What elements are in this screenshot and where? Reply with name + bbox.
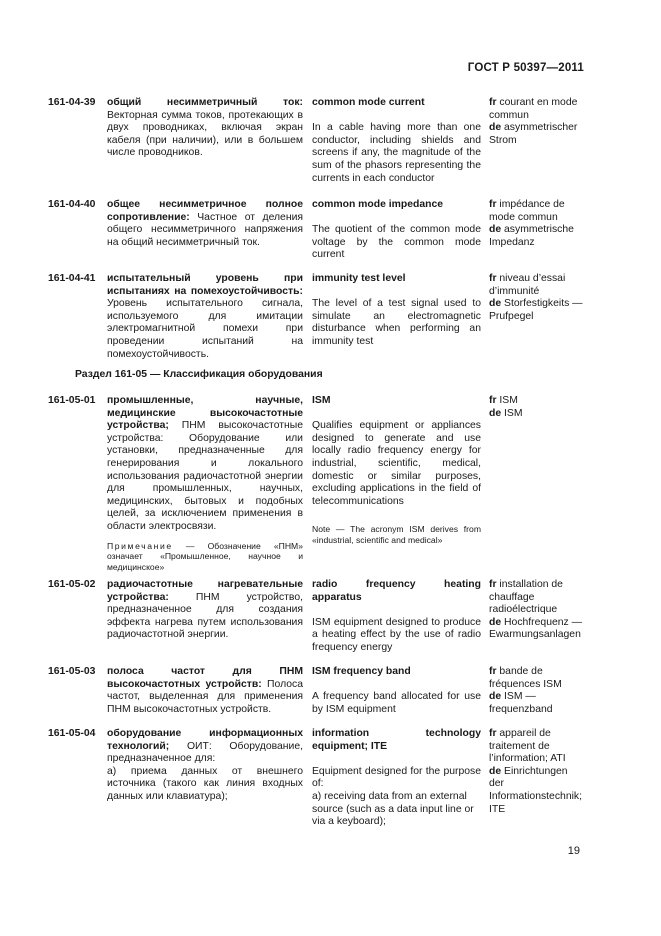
equivalents <box>489 579 584 642</box>
note-text: — Обозначение «ПНМ» означает «Промышленное, научное и медицинское» <box>107 540 303 573</box>
russian-text: ОИТ: Оборудование, предназначенное для: <box>107 740 303 765</box>
russian-text: Векторная сумма токов, протекающих в двух проводниках, включая экран кабеля (при наличии), или в большем числе проводников. <box>107 109 303 159</box>
english-text: The level of a test signal used to simulate an electromagnetic disturbance when performing an immunity test <box>312 298 481 347</box>
english-term: immunity test level <box>312 273 406 284</box>
german-term: ISM <box>504 407 523 419</box>
fr-label: fr <box>489 395 497 406</box>
german-term: Einrichtungen der Informationstechnik; ITE <box>489 765 582 815</box>
english-text: Equipment designed for the purpose of: <box>312 765 481 790</box>
english-definition <box>312 579 481 655</box>
section-title: Раздел 161-05 — Классификация оборудования <box>75 369 323 380</box>
russian-definition <box>107 579 303 642</box>
equivalents <box>489 273 584 323</box>
entry-code: 161-05-02 <box>48 579 96 590</box>
entry-code: 161-04-40 <box>48 199 96 210</box>
page-number: 19 <box>567 845 580 857</box>
english-definition <box>312 199 481 262</box>
german-term: asymmetrische Impedanz <box>489 224 574 248</box>
russian-text: Частное от деления общего несимметричного напряжения на общий несимметричный ток. <box>107 211 304 248</box>
de-label: de <box>489 691 502 703</box>
russian-term: полоса частот для ПНМ высокочастотных устройств: <box>107 666 303 690</box>
fr-label: fr <box>489 728 497 739</box>
fr-label: fr <box>489 579 497 590</box>
de-label: de <box>489 122 502 134</box>
russian-definition <box>107 728 303 804</box>
english-text: ISM equipment designed to produce a heating effect by the use of radio frequency energy <box>312 616 481 653</box>
note-label: Примечание <box>107 540 173 551</box>
russian-definition <box>107 666 303 716</box>
english-list-item: a) receiving data from an external source (such as a data input line or via a keyboard); <box>312 790 474 828</box>
entry-code: 161-05-03 <box>48 666 96 677</box>
english-term: ISM frequency band <box>312 666 411 677</box>
entry-code: 161-04-41 <box>48 273 96 284</box>
de-label: de <box>489 765 502 777</box>
equivalents <box>489 395 584 420</box>
russian-term: общее несимметричное полное сопротивление: <box>107 199 303 223</box>
fr-label: fr <box>489 97 497 108</box>
russian-definition <box>107 273 303 361</box>
russian-term: испытательный уровень при испытаниях на помехоустойчивость: <box>107 273 303 297</box>
russian-term: радиочастотные нагревательные устройства: <box>107 579 303 603</box>
russian-text: Полоса частот, выделенная для применения ПНМ высокочастотных устройств. <box>107 678 303 715</box>
russian-term: оборудование информационных технологий; <box>107 728 303 752</box>
english-term: radio frequency heating apparatus <box>312 579 481 603</box>
french-term: courant en mode commun <box>489 97 578 121</box>
equivalents <box>489 666 584 716</box>
de-label: de <box>489 407 502 419</box>
de-label: de <box>489 224 502 236</box>
russian-definition <box>107 395 303 573</box>
russian-text: ПНМ устройство, предназначенное для создания эффекта нагрева путем использования радиочастотной энергии. <box>107 591 303 641</box>
equivalents <box>489 97 584 147</box>
english-term: ISM <box>312 395 331 406</box>
russian-term: общий несимметричный ток: <box>107 97 303 108</box>
russian-list-item: а) приема данных от внешнего источника (такого как линия входных данных или клавиатура); <box>107 765 303 802</box>
russian-definition <box>107 199 303 249</box>
french-term: impédance de mode commun <box>489 199 565 223</box>
entry-code: 161-05-01 <box>48 395 96 406</box>
equivalents <box>489 199 584 249</box>
english-text: Qualifies equipment or appliances designed to generate and use locally radio frequency energy for industrial, scientific, medical, domestic or similar purposes, excluding applications in the field of telecommunications <box>312 420 481 507</box>
english-text: A frequency band allocated for use by ISM equipment <box>312 691 481 715</box>
english-definition <box>312 97 481 185</box>
de-label: de <box>489 298 502 310</box>
russian-definition <box>107 97 303 160</box>
fr-label: fr <box>489 666 497 677</box>
entry-code: 161-04-39 <box>48 97 96 108</box>
russian-note <box>107 541 303 573</box>
entry-code: 161-05-04 <box>48 728 96 739</box>
french-term: appareil de traitement de l’information; ATI <box>489 728 566 765</box>
french-term: bande de fréquences ISM <box>489 666 562 690</box>
fr-label: fr <box>489 273 497 284</box>
equivalents <box>489 728 584 816</box>
english-definition <box>312 666 481 716</box>
english-term: information technology equipment; ITE <box>312 728 481 752</box>
russian-text: ПНМ высокочастотные устройства: Оборудование или установки, предназначенные для генерирования и локального использования радиочастотной энергии для промышленных, научных, медицинских, бытовых и подобных целей, за исключением применения в области электросвязи. <box>107 420 303 532</box>
standard-header: ГОСТ Р 50397—2011 <box>467 62 584 74</box>
english-note: Note — The acronym ISM derives from «industrial, scientific and medical» <box>312 524 481 546</box>
fr-label: fr <box>489 199 497 210</box>
german-term: ISM — frequenzband <box>489 691 553 715</box>
russian-text: Уровень испытательного сигнала, используемого для имитации электромагнитной помехи при проведении испытаний на помехоустойчивость. <box>107 298 303 360</box>
de-label: de <box>489 616 502 628</box>
french-term: installation de chauffage radioélectrique <box>489 579 563 616</box>
english-text: In a cable having more than one conductor, including shields and screens if any, the magnitude of the sum of the phasors representing the currents in each conductor <box>312 122 481 184</box>
german-term: Hochfrequenz — Ewarmungsanlagen <box>489 616 583 641</box>
french-term: ISM <box>499 395 518 406</box>
french-term: niveau d’essai d’immunité <box>489 273 566 297</box>
english-term: common mode impedance <box>312 199 444 210</box>
english-text: The quotient of the common mode voltage by the common mode current <box>312 224 481 261</box>
german-term: asymmetrischer Strom <box>489 122 578 146</box>
english-definition <box>312 728 481 829</box>
english-definition <box>312 395 481 546</box>
english-definition <box>312 273 481 349</box>
german-term: Storfestigkeits — Prufpegel <box>489 298 583 322</box>
english-term: common mode current <box>312 97 425 108</box>
russian-term: промышленные, научные, медицинские высокочастотные устройства; <box>107 395 303 432</box>
